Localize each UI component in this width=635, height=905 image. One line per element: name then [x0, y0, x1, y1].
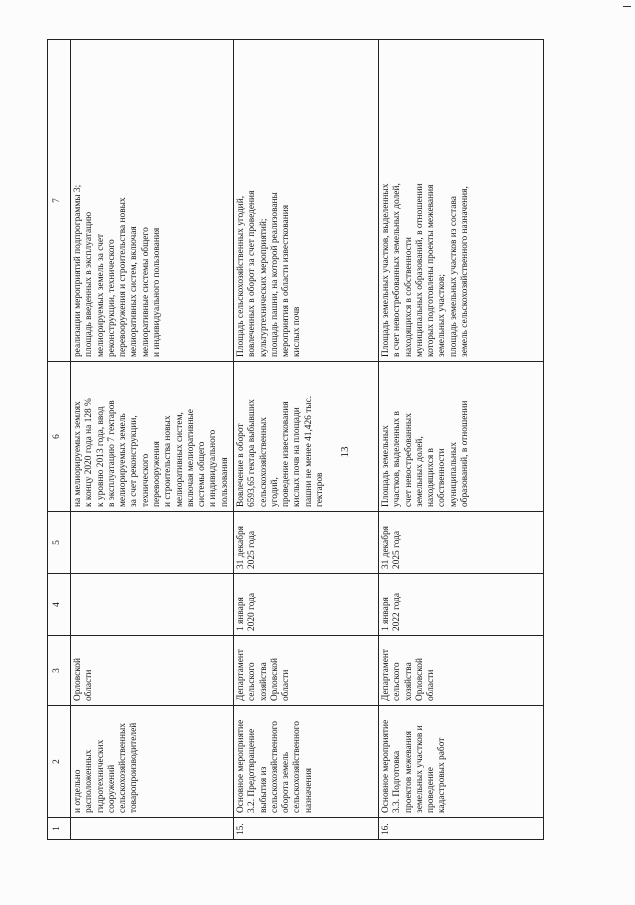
cell-line: которых подготовлены проекты межевания: [426, 184, 437, 357]
executor: [378, 636, 543, 706]
cell-line: к уровню 2013 года, ввод: [95, 406, 106, 507]
header-row: [48, 40, 71, 840]
cell-line: гидротехнических: [95, 739, 106, 813]
corner-mark: [623, 6, 631, 7]
cell-line: Площадь земельных: [380, 425, 391, 507]
cell-line: сооружений: [106, 764, 117, 813]
cell-line: угодий,: [269, 477, 280, 507]
page-number: 13: [339, 446, 351, 458]
row-number: 15.: [233, 818, 378, 840]
cell-line: гектаров: [314, 472, 325, 507]
cell-line: Площадь земельных участков, выделенных: [380, 183, 391, 357]
cell-line: хозяйства: [258, 662, 269, 701]
cell-line: Площадь сельскохозяйственных угодий,: [235, 195, 246, 357]
cell-line: за счет реконструкции,: [129, 415, 140, 507]
cell-line: 2025 года: [392, 530, 403, 569]
cell-line: 2022 года: [392, 592, 403, 631]
cell-line: сельского: [247, 662, 258, 701]
cell-line: выбытия из: [258, 766, 269, 813]
cell-line: земельных долей,: [414, 436, 425, 507]
cell-line: площадь земельных участков из состава: [448, 196, 459, 357]
cell-line: пользования: [219, 457, 230, 507]
indicator: [233, 40, 378, 362]
cell-line: мелиоративных систем,: [174, 412, 185, 507]
cell-line: земельных участков;: [437, 274, 448, 357]
end-date: [71, 512, 234, 574]
cell-line: кадастровых работ: [437, 737, 448, 813]
start-date: [71, 574, 234, 636]
cell-line: участков, выделенных в: [392, 411, 403, 507]
expected-result: [71, 362, 234, 512]
measure-name: [71, 706, 234, 818]
cell-line: области: [426, 669, 437, 701]
cell-line: 2025 года: [247, 530, 258, 569]
cell-line: Основное мероприятие: [380, 719, 391, 813]
cell-line: 2020 года: [247, 592, 258, 631]
cell-line: включая мелиоративные: [185, 409, 196, 507]
end-date: [378, 512, 543, 574]
start-date: [233, 574, 378, 636]
cell-line: мелиорируемых земель за счет: [95, 233, 106, 357]
table-row: [233, 40, 378, 840]
row-number: [71, 818, 234, 840]
cell-line: 31 декабря: [235, 526, 246, 569]
cell-line: Орловской: [269, 657, 280, 701]
cell-line: реконструкции, технического: [106, 239, 117, 357]
rotated-sheet: [47, 40, 607, 840]
cell-line: вовлеченных в оборот за счет проведения: [247, 190, 258, 357]
start-date: [378, 574, 543, 636]
cell-line: Орловской: [73, 657, 83, 701]
cell-line: кислых почв: [292, 306, 303, 357]
end-date: [233, 512, 378, 574]
cell-line: кислых почв на площади: [292, 407, 303, 507]
cell-line: Основное мероприятие: [235, 719, 246, 813]
cell-line: находящихся в собственности: [403, 237, 414, 357]
cell-line: перевооружения и строительства новых: [118, 197, 129, 357]
cell-line: к концу 2020 года на 128 %: [84, 398, 95, 507]
cell-line: мелиоративные системы общего: [140, 227, 151, 357]
cell-line: мелиорируемых земель: [118, 413, 129, 507]
cell-line: сельскохозяйственного: [269, 721, 280, 813]
cell-line: перевооружения: [151, 441, 162, 507]
cell-line: в счет невостребованных земельных долей,: [392, 183, 403, 357]
table-row: [71, 40, 234, 840]
cell-line: мелиоративных систем, включая: [129, 226, 140, 357]
cell-line: товаропроизводителей: [129, 722, 140, 813]
cell-line: площадь введенных в эксплуатацию: [84, 211, 95, 357]
cell-line: и отдельно: [73, 769, 83, 813]
cell-line: культуртехнических мероприятий;: [258, 218, 269, 357]
cell-line: земель сельскохозяйственного назначения,: [459, 186, 470, 357]
cell-line: технического: [140, 453, 151, 507]
cell-line: образований, в отношении: [459, 400, 470, 507]
program-table: [47, 39, 544, 840]
cell-line: и индивидуального пользования: [151, 227, 162, 357]
cell-line: расположенных: [84, 749, 95, 813]
cell-line: 3.3. Подготовка: [392, 750, 403, 813]
executor: [71, 636, 234, 706]
cell-line: счет невостребованных: [403, 413, 414, 507]
cell-line: и строительства новых: [163, 415, 174, 507]
cell-line: проведение известкования: [281, 401, 292, 507]
header-cell: 4: [48, 574, 71, 636]
cell-line: пашни не менее 41,426 тыс.: [303, 395, 314, 507]
cell-line: 31 декабря: [380, 526, 391, 569]
indicator: [71, 40, 234, 362]
cell-line: области: [281, 669, 292, 701]
cell-line: области: [84, 669, 95, 701]
cell-line: земельных участков и: [414, 725, 425, 813]
cell-line: муниципальных: [448, 442, 459, 507]
cell-line: Орловской: [414, 657, 425, 701]
cell-line: Департамент: [235, 649, 246, 701]
cell-line: 1 января: [235, 597, 246, 631]
row-number: 16.: [378, 818, 543, 840]
cell-line: сельскохозяйственного: [292, 721, 303, 813]
header-cell: 5: [48, 512, 71, 574]
header-cell: 3: [48, 636, 71, 706]
cell-line: сельскохозяйственных: [118, 723, 129, 813]
cell-line: в эксплуатацию 7 гектаров: [106, 400, 117, 507]
cell-line: и индивидуального: [208, 429, 219, 507]
executor: [233, 636, 378, 706]
header-cell: 1: [48, 818, 71, 840]
cell-line: оборота земель: [281, 751, 292, 813]
header-cell: 6: [48, 362, 71, 512]
cell-line: 1 января: [380, 597, 391, 631]
cell-line: муниципальных образований, в отношении: [414, 183, 425, 357]
cell-line: Департамент: [380, 649, 391, 701]
cell-line: площадь пашни, на которой реализованы: [269, 192, 280, 357]
cell-line: проведение: [426, 767, 437, 813]
cell-line: находящихся в: [426, 448, 437, 507]
cell-line: сельского: [392, 662, 403, 701]
cell-line: на мелиорируемых землях: [73, 401, 83, 507]
cell-line: системы общего: [197, 441, 208, 507]
cell-line: хозяйства: [403, 662, 414, 701]
cell-line: собственности: [437, 448, 448, 507]
header-cell: 7: [48, 40, 71, 362]
cell-line: 6593,65 гектара выбывших: [247, 399, 258, 507]
expected-result: [233, 362, 378, 512]
cell-line: сельскохозяйственных: [258, 417, 269, 507]
cell-line: мероприятия в области известкования: [281, 204, 292, 357]
indicator: [378, 40, 543, 362]
measure-name: [233, 706, 378, 818]
header-cell: 2: [48, 706, 71, 818]
cell-line: проектов межевания: [403, 731, 414, 813]
expected-result: [378, 362, 543, 512]
cell-line: Вовлечение в оборот: [235, 423, 246, 507]
table-row: [378, 40, 543, 840]
cell-line: назначения: [303, 768, 314, 813]
cell-line: 3.2. Предотвращение: [247, 728, 258, 813]
measure-name: [378, 706, 543, 818]
cell-line: реализации мероприятий подпрограммы 3;: [73, 184, 83, 357]
